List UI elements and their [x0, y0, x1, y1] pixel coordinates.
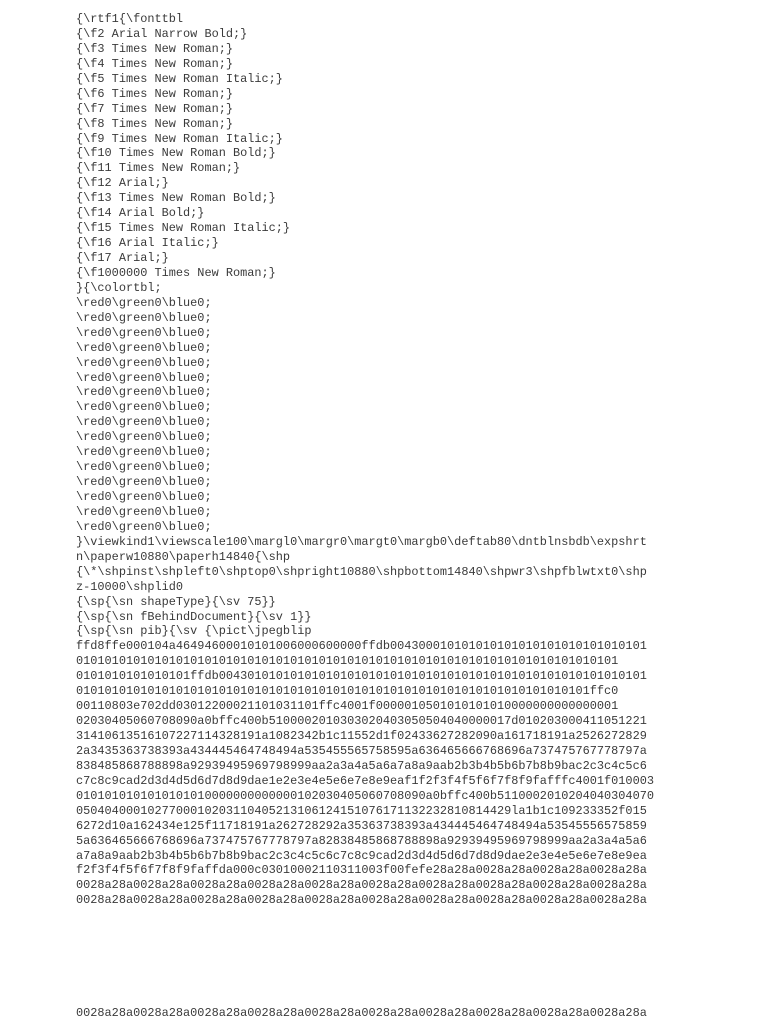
rtf-source-trailing-line: 0028a28a0028a28a0028a28a0028a28a0028a28a0028a28a0028a28a0028a28a0028a28a0028a28a	[76, 1006, 647, 1020]
rtf-source-line: {\f6 Times New Roman;}	[76, 86, 233, 101]
rtf-source-line: 00110803e702dd03012200021101031101ffc4001f0000010501010101010000000000000001	[76, 699, 619, 714]
rtf-source-line: 5a636465666768696a737475767778797a82838485868788898a92939495969798999aa2a3a4a5a6	[76, 833, 647, 848]
rtf-source-line: 0504040001027700010203110405213106124151076171132232810814429la1b1c109233352f015	[76, 803, 647, 818]
rtf-source-line: 010101010101010101010101010101010101010101010101010101010101010101010101ffc0	[76, 684, 619, 699]
rtf-source-line: \red0\green0\blue0;	[76, 325, 212, 340]
rtf-source-line: {\sp{\sn shapeType}{\sv 75}}	[76, 594, 276, 609]
rtf-source-line: \red0\green0\blue0;	[76, 460, 212, 475]
rtf-source-line: 02030405060708090a0bffc400b5100002010303020403050504040000017d010203000411051221	[76, 714, 647, 729]
rtf-source-line: {\f8 Times New Roman;}	[76, 116, 233, 131]
rtf-source-line: \red0\green0\blue0;	[76, 519, 212, 534]
rtf-source-line: {\sp{\sn fBehindDocument}{\sv 1}}	[76, 609, 312, 624]
rtf-source-line: \red0\green0\blue0;	[76, 415, 212, 430]
rtf-source-line: {\f4 Times New Roman;}	[76, 56, 233, 71]
rtf-source-line: {\f5 Times New Roman Italic;}	[76, 71, 283, 86]
rtf-source-line: 2a3435363738393a434445464748494a535455565758595a636465666768696a737475767778797a	[76, 743, 647, 758]
rtf-source-line: {\rtf1{\fonttbl	[76, 12, 184, 26]
rtf-source-line: \red0\green0\blue0;	[76, 445, 212, 460]
rtf-source-line: 0101010101010101ffdb004301010101010101010101010101010101010101010101010101010101	[76, 669, 647, 684]
rtf-source-line: {\sp{\sn pib}{\sv {\pict\jpegblip	[76, 624, 312, 639]
rtf-source-line: 31410613516107227114328191a1082342b1c11552d1f02433627282090a161718191a2526272829	[76, 729, 647, 743]
rtf-source-line: \red0\green0\blue0;	[76, 504, 212, 519]
rtf-source-line: \red0\green0\blue0;	[76, 385, 212, 400]
rtf-source-line: \red0\green0\blue0;	[76, 400, 212, 415]
rtf-source-line: \red0\green0\blue0;	[76, 475, 212, 490]
rtf-source-line: c7c8c9cad2d3d4d5d6d7d8d9dae1e2e3e4e5e6e7e8e9eaf1f2f3f4f5f6f7f8f9fafffc4001f010003	[76, 773, 654, 788]
rtf-source-line: {\f7 Times New Roman;}	[76, 101, 233, 116]
rtf-source-line: f2f3f4f5f6f7f8f9faffda000c03010002110311003f00fefe28a28a0028a28a0028a28a0028a28a	[76, 863, 647, 878]
rtf-source-line: {\f2 Arial Narrow Bold;}	[76, 26, 248, 41]
rtf-source-line: a7a8a9aab2b3b4b5b6b7b8b9bac2c3c4c5c6c7c8c9cad2d3d4d5d6d7d8d9dae2e3e4e5e6e7e8e9ea	[76, 848, 647, 863]
rtf-source-line: {\f9 Times New Roman Italic;}	[76, 131, 283, 146]
rtf-source-line: \red0\green0\blue0;	[76, 310, 212, 325]
rtf-source-line: \red0\green0\blue0;	[76, 430, 212, 445]
rtf-source-line: {\f15 Times New Roman Italic;}	[76, 221, 291, 236]
rtf-source-line: {\f3 Times New Roman;}	[76, 41, 233, 56]
rtf-source-line: z-10000\shplid0	[76, 579, 184, 594]
rtf-source-line: 6272d10a162434e125f11718191a262728292a35363738393a434445464748494a53545556575859	[76, 818, 647, 833]
rtf-source-line: 0028a28a0028a28a0028a28a0028a28a0028a28a0028a28a0028a28a0028a28a0028a28a0028a28a	[76, 878, 647, 893]
rtf-source-line: n\paperw10880\paperh14840{\shp	[76, 549, 291, 564]
rtf-source-line: 0101010101010101010101010101010101010101010101010101010101010101010101010101	[76, 654, 619, 669]
rtf-source-line: {\f13 Times New Roman Bold;}	[76, 191, 276, 206]
rtf-source-line: 0028a28a0028a28a0028a28a0028a28a0028a28a0028a28a0028a28a0028a28a0028a28a0028a28a	[76, 893, 647, 908]
rtf-source-line: {\f1000000 Times New Roman;}	[76, 265, 276, 280]
rtf-source-line: {\f17 Arial;}	[76, 251, 169, 265]
rtf-source-line: ffd8ffe000104a46494600010101006000600000ffdb004300010101010101010101010101010101	[76, 639, 647, 654]
rtf-source-line: {\f10 Times New Roman Bold;}	[76, 146, 276, 161]
rtf-source-line: }\viewkind1\viewscale100\margl0\margr0\margt0\margb0\deftab80\dntblnsbdb\expshrt	[76, 534, 647, 549]
rtf-source-line: 0101010101010101010000000000000102030405060708090a0bffc400b5110002010204040304070	[76, 788, 654, 803]
rtf-source-line: \red0\green0\blue0;	[76, 340, 212, 355]
rtf-source-line: }{\colortbl;	[76, 280, 162, 295]
rtf-source-line: \red0\green0\blue0;	[76, 490, 212, 504]
rtf-source-line: {\*\shpinst\shpleft0\shptop0\shpright10880\shpbottom14840\shpwr3\shpfblwtxt0\shp	[76, 564, 647, 579]
rtf-source-line: {\f11 Times New Roman;}	[76, 161, 241, 176]
rtf-source-text	[76, 12, 676, 908]
rtf-source-line: {\f14 Arial Bold;}	[76, 206, 205, 221]
rtf-source-line: \red0\green0\blue0;	[76, 370, 212, 385]
rtf-source-line: {\f12 Arial;}	[76, 176, 169, 191]
rtf-source-line: {\f16 Arial Italic;}	[76, 236, 219, 251]
rtf-source-line: \red0\green0\blue0;	[76, 295, 212, 310]
rtf-source-line: 838485868788898a92939495969798999aa2a3a4a5a6a7a8a9aab2b3b4b5b6b7b8b9bac2c3c4c5c6	[76, 758, 647, 773]
rtf-source-line: \red0\green0\blue0;	[76, 355, 212, 370]
